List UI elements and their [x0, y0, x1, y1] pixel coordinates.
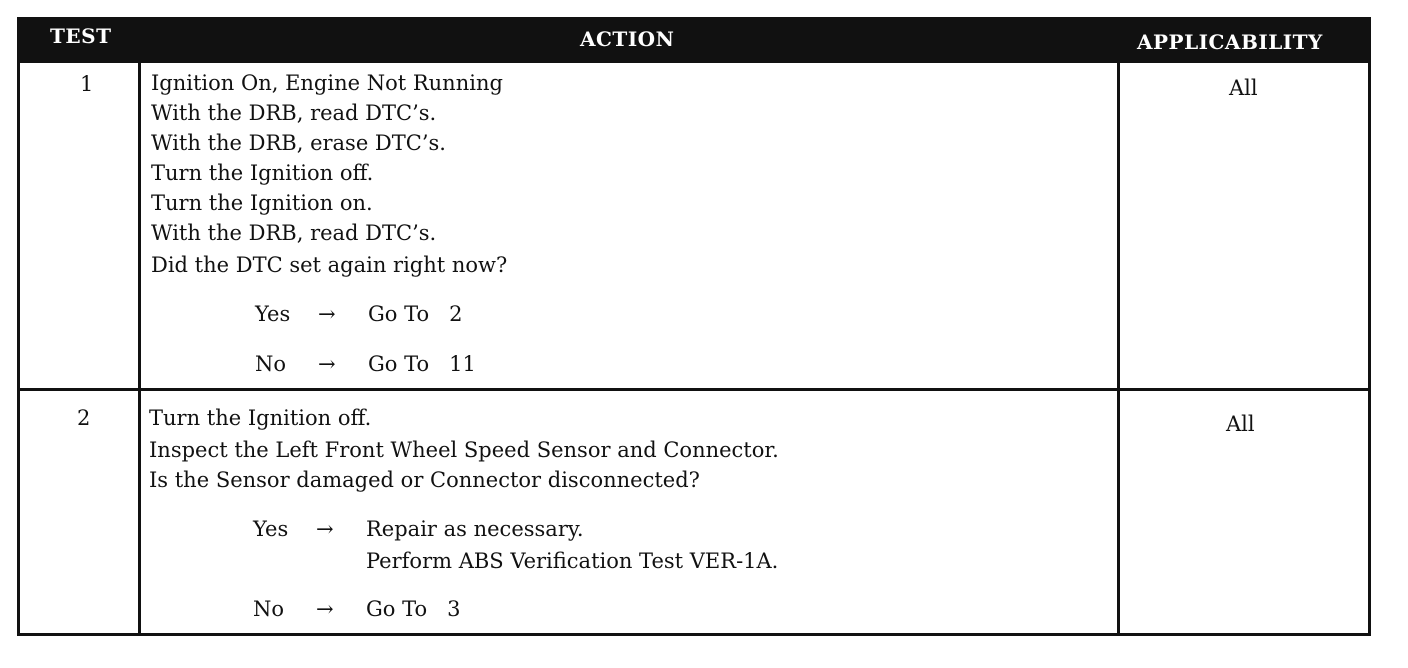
outcome-result: Go To 2: [368, 302, 463, 326]
action-line: Inspect the Left Front Wheel Speed Sensor and Connector.: [149, 438, 779, 462]
column-divider-applicability: [1117, 20, 1120, 633]
action-line: With the DRB, read DTC’s.: [151, 101, 437, 125]
outcome-result: Go To 3: [366, 597, 461, 621]
header-applicability: APPLICABILITY: [1137, 30, 1323, 54]
action-line: Is the Sensor damaged or Connector disconnected?: [149, 468, 700, 492]
arrow-icon: →: [316, 517, 334, 541]
arrow-icon: →: [318, 352, 336, 376]
outcome-result: Go To 11: [368, 352, 476, 376]
header-action: ACTION: [580, 27, 675, 51]
table-header: [20, 20, 1368, 63]
outcome-answer: No: [253, 597, 285, 621]
arrow-icon: →: [316, 597, 334, 621]
row-divider: [20, 388, 1368, 391]
outcome-result: Repair as necessary.: [366, 517, 584, 541]
action-line: Turn the Ignition on.: [151, 191, 373, 215]
diagnostic-test-table: [17, 17, 1371, 636]
outcome-result: Perform ABS Verification Test VER-1A.: [366, 549, 779, 573]
test-number: 2: [77, 406, 91, 430]
column-divider-test: [138, 20, 141, 633]
action-line: With the DRB, read DTC’s.: [151, 221, 437, 245]
applicability-value: All: [1229, 76, 1258, 100]
action-line: Did the DTC set again right now?: [151, 253, 508, 277]
test-number: 1: [80, 72, 94, 96]
action-line: With the DRB, erase DTC’s.: [151, 131, 446, 155]
applicability-value: All: [1226, 412, 1255, 436]
action-line: Turn the Ignition off.: [149, 406, 372, 430]
action-line: Turn the Ignition off.: [151, 161, 374, 185]
outcome-answer: Yes: [255, 302, 291, 326]
outcome-answer: No: [255, 352, 287, 376]
action-line: Ignition On, Engine Not Running: [151, 71, 503, 95]
arrow-icon: →: [318, 302, 336, 326]
outcome-answer: Yes: [253, 517, 289, 541]
header-test: TEST: [50, 24, 112, 48]
